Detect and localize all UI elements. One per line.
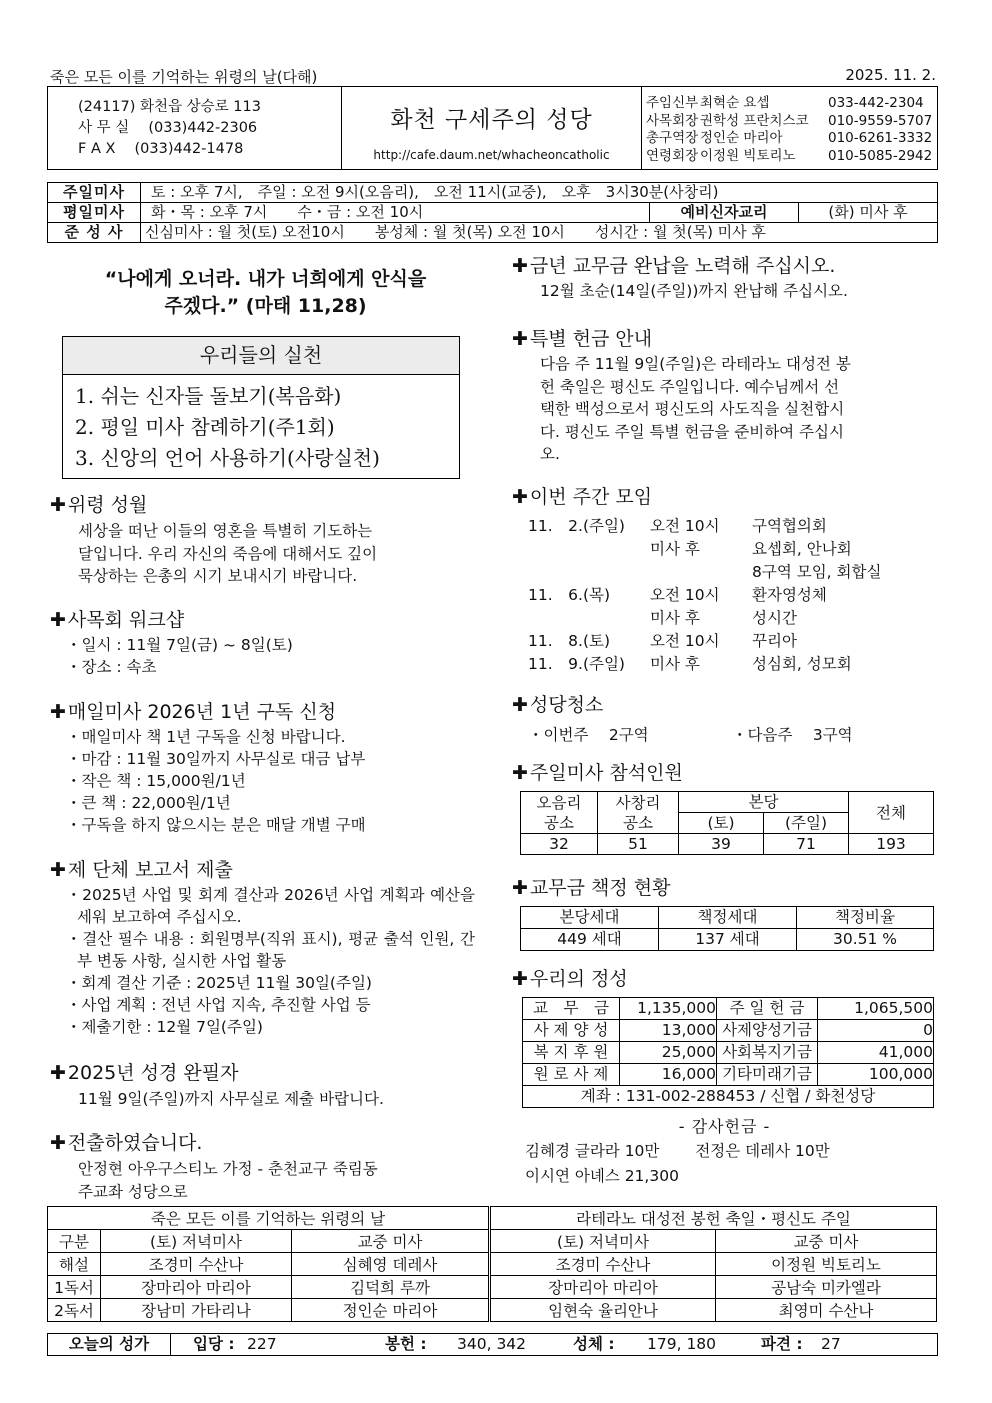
table-row: 2독서 장남미 가타리나 정인순 마리아 임현숙 율리안나 최영미 수산나 — [48, 1299, 937, 1322]
sacrament-row — [48, 223, 937, 242]
cross-icon: ✚ — [50, 859, 66, 881]
weekday-mass-times: 화・목 : 오후 7시 수・금 : 오전 10시 — [151, 203, 424, 221]
cafe-url[interactable]: http://cafe.daum.net/whacheoncatholic — [373, 148, 610, 162]
table-row: 미사 후 요셉회, 안나회 — [650, 540, 852, 558]
left-feast-title: 죽은 모든 이를 기억하는 위령의 날 — [48, 1207, 490, 1230]
table-header-row: 구분 (토) 저녁미사 교중 미사 (토) 저녁미사 교중 미사 — [48, 1230, 937, 1253]
dues-table: 본당세대 책정세대 책정비율 449 세대 137 세대 30.51 % — [520, 906, 934, 951]
section-dues-status — [512, 873, 937, 951]
bulletin-date: 2025. 11. 2. — [845, 66, 936, 84]
contact-row — [646, 130, 933, 148]
contact-row — [646, 95, 933, 113]
section-list: ・일시 : 11월 7일(금) ~ 8일(토) ・장소 : 속초 — [66, 636, 293, 676]
cleaning-row — [512, 723, 937, 745]
offertory-label: 봉헌 : — [385, 1335, 427, 1353]
section-body: 다음 주 11월 9일(주일)은 라테라노 대성전 봉 헌 축일은 평신도 주일입니다. 예수님께서 선 택한 백성으로서 평신도의 사도직을 실천합시 다. 평신도 주일 특별 헌금을 준비하여 주십시 오. — [540, 355, 851, 463]
mass-schedule — [47, 182, 938, 243]
thanks-title: - 감사헌금 - — [678, 1117, 771, 1136]
next-week-cleaning: ・다음주 3구역 — [732, 726, 853, 744]
entrance-hymn: 227 — [247, 1335, 277, 1353]
table-row: 교 무 금 1,135,000 주 일 헌 금 1,065,500 — [523, 998, 934, 1020]
this-week-cleaning: ・이번주 2구역 — [528, 726, 649, 744]
contact-role: 연령회장 — [646, 147, 699, 164]
table-row: 사 제 양 성 13,000 사제양성기금 0 — [523, 1020, 934, 1042]
title-block — [342, 87, 642, 169]
cross-icon: ✚ — [50, 609, 66, 631]
cross-icon: ✚ — [50, 1062, 66, 1084]
header-box — [47, 86, 938, 170]
sacrament-times: 신심미사 : 월 첫(토) 오전10시 봉성체 : 월 첫(목) 오전 10시 성시간 : 월 첫(목) 미사 후 — [145, 223, 766, 241]
practice-item: 3. 신앙의 언어 사용하기(사랑실천) — [75, 446, 380, 470]
cross-icon: ✚ — [512, 762, 528, 784]
practice-item: 2. 평일 미사 참례하기(주1회) — [75, 415, 335, 439]
communion-label: 성체 : — [573, 1335, 615, 1353]
address-line: (24117) 화천읍 상승로 113 — [78, 99, 261, 115]
readers-table — [47, 1206, 937, 1322]
contact-phone: 010-5085-2942 — [828, 147, 933, 164]
weekday-mass-label: 평일미사 — [48, 203, 141, 222]
section-title: ✚ 이번 주간 모임 — [512, 486, 653, 508]
offerings-table — [522, 997, 934, 1108]
contact-phone: 010-9559-5707 — [828, 112, 933, 129]
section-reports — [50, 855, 475, 1038]
day-subtitle: 죽은 모든 이를 기억하는 위령의 날(다해) — [50, 68, 318, 86]
section-month-of-souls — [50, 490, 475, 588]
contacts-block — [642, 87, 937, 169]
catechumen-time: (화) 미사 후 — [828, 203, 908, 221]
cross-icon: ✚ — [512, 255, 528, 277]
thanks-line: 김혜경 글라라 10만 전정은 데레사 10만 — [525, 1142, 830, 1160]
address-block — [48, 87, 342, 169]
attendance-table: 오음리 공소 사창리 공소 본당 전체 (토) (주일) 32 51 39 71 193 — [520, 791, 934, 855]
recessional-hymn: 27 — [821, 1335, 841, 1353]
practice-list — [63, 375, 459, 478]
section-title: ✚ 전출하였습니다. — [50, 1132, 203, 1154]
contact-name: 정인순 마리아 — [700, 130, 783, 146]
section-offerings — [512, 964, 937, 1108]
practice-title: 우리들의 실천 — [63, 337, 459, 375]
contact-row — [646, 148, 933, 166]
thanks-line: 이시연 아녜스 21,300 — [525, 1167, 679, 1185]
section-body: 12월 초순(14일(주일))까지 완납해 주십시오. — [540, 282, 848, 300]
right-feast-title: 라테라노 대성전 봉헌 축일・평신도 주일 — [490, 1207, 937, 1230]
fax: F A X (033)442-1478 — [78, 141, 244, 157]
table-row: 미사 후 성시간 — [650, 609, 797, 627]
contact-role: 사목회장 — [646, 112, 699, 129]
section-body: 안정현 아우구스티노 가정 - 춘천교구 죽림동 주교좌 성당으로 — [78, 1160, 378, 1201]
section-daily-missal — [50, 697, 475, 836]
section-list: ・매일미사 책 1년 구독을 신청 바랍니다. ・마감 : 11월 30일까지 사무실로 대금 납부 ・작은 책 : 15,000원/1년 ・큰 책 : 22,000원/1년 ・구독을 하지 않으시는 분은 매달 개별 구매 — [66, 728, 366, 834]
office-phone: 사 무 실 (033)442-2306 — [78, 120, 258, 136]
section-transfer — [50, 1128, 475, 1203]
section-title: ✚ 교무금 책정 현황 — [512, 877, 671, 899]
catechumen-label: 예비신자교리 — [649, 203, 799, 222]
contact-name: 이정원 빅토리노 — [700, 147, 796, 164]
section-title: ✚ 특별 헌금 안내 — [512, 328, 653, 350]
sunday-mass-times: 토 : 오후 7시, 주일 : 오전 9시(오음리), 오전 11시(교중), 오후 3시30분(사창리) — [151, 183, 719, 201]
weekday-mass-row — [48, 203, 937, 223]
section-title: ✚ 2025년 성경 완필자 — [50, 1062, 239, 1084]
thanks-offering — [512, 1117, 937, 1187]
recessional-label: 파견 : — [761, 1335, 803, 1353]
table-row: 11. 9.(주일) 미사 후 성심회, 성모회 — [528, 655, 852, 673]
section-title: ✚ 사목회 워크샵 — [50, 609, 185, 631]
entrance-label: 입당 : — [193, 1335, 235, 1353]
section-title: ✚ 성당청소 — [512, 694, 604, 716]
hymns-label: 오늘의 성가 — [48, 1334, 171, 1355]
contact-name: 권학성 프란치스코 — [700, 112, 809, 129]
account-info: 계좌 : 131-002-288453 / 신협 / 화천성당 — [523, 1086, 934, 1108]
table-row: 1독서 장마리아 마리아 김덕희 루까 장마리아 마리아 공남숙 미카엘라 — [48, 1276, 937, 1299]
cross-icon: ✚ — [512, 877, 528, 899]
section-list: ・2025년 사업 및 회계 결산과 2026년 사업 계획과 예산을 세워 보고하여 주십시오. ・결산 필수 내용 : 회원명부(직위 표시), 평균 출석 인원, 간부 변동 사항, 실시한 사업 활동 ・회계 결산 기준 : 2025년 11월 30일(주일) ・사업 계획 : 전년 사업 지속, 추진할 사업 등 ・제출기한 : 12월 7일(주일) — [66, 886, 475, 1036]
cross-icon: ✚ — [512, 328, 528, 350]
cross-icon: ✚ — [50, 494, 66, 516]
table-row: 원 로 사 제 16,000 기타미래기금 100,000 — [523, 1064, 934, 1086]
hymns-bar — [47, 1333, 938, 1356]
table-row: 11. 2.(주일) 오전 10시 구역협의회 — [528, 517, 827, 535]
section-attendance — [512, 758, 937, 855]
contact-role: 주임신부 — [646, 95, 699, 111]
practice-box — [62, 336, 460, 479]
quote-line: 주겠다.” (마태 11,28) — [164, 295, 367, 317]
top-line — [50, 66, 936, 87]
table-row: 11. 6.(목) 오전 10시 환자영성체 — [528, 586, 827, 604]
section-dues — [512, 251, 937, 303]
section-body: 세상을 떠난 이들의 영혼을 특별히 기도하는 달입니다. 우리 자신의 죽음에 대해서도 깊이 묵상하는 은총의 시기 보내시기 바랍니다. — [78, 522, 378, 585]
section-workshop — [50, 605, 475, 678]
sunday-mass-label: 주일미사 — [48, 183, 141, 202]
section-title: ✚ 매일미사 2026년 1년 구독 신청 — [50, 701, 337, 723]
table-row: 8구역 모임, 회합실 — [752, 563, 882, 581]
section-title: ✚ 제 단체 보고서 제출 — [50, 859, 233, 881]
sacrament-label: 준 성 사 — [48, 223, 141, 242]
cross-icon: ✚ — [50, 1132, 66, 1154]
contact-row — [646, 113, 933, 131]
section-title: ✚ 위령 성월 — [50, 494, 148, 516]
contact-role: 총구역장 — [646, 130, 699, 146]
scripture-quote — [68, 266, 463, 320]
meetings-table — [528, 515, 881, 676]
section-meetings — [512, 482, 937, 676]
section-bible-copy — [50, 1058, 475, 1111]
offertory-hymn: 340, 342 — [457, 1335, 527, 1353]
section-cleaning — [512, 690, 937, 745]
cross-icon: ✚ — [512, 694, 528, 716]
contact-name: 최혁순 요셉 — [700, 95, 770, 111]
table-row: 11. 8.(토) 오전 10시 꾸리아 — [528, 632, 797, 650]
table-row: 449 세대 137 세대 30.51 % — [521, 929, 934, 951]
table-row: 32 51 39 71 193 — [521, 834, 934, 855]
communion-hymn: 179, 180 — [647, 1335, 717, 1353]
table-row: 복 지 후 원 25,000 사회복지기금 41,000 — [523, 1042, 934, 1064]
table-row: 해설 조경미 수산나 심혜영 데레사 조경미 수산나 이정원 빅토리노 — [48, 1253, 937, 1276]
cross-icon: ✚ — [512, 486, 528, 508]
sunday-mass-row — [48, 183, 937, 203]
section-title: ✚ 금년 교무금 완납을 노력해 주십시오. — [512, 255, 836, 277]
cross-icon: ✚ — [50, 701, 66, 723]
cross-icon: ✚ — [512, 968, 528, 990]
church-name: 화천 구세주의 성당 — [390, 107, 593, 133]
section-title: ✚ 주일미사 참석인원 — [512, 762, 683, 784]
quote-line: “나에게 오너라. 내가 너희에게 안식을 — [104, 268, 427, 290]
section-body: 11월 9일(주일)까지 사무실로 제출 바랍니다. — [78, 1090, 384, 1108]
contact-phone: 033-442-2304 — [828, 95, 924, 111]
practice-item: 1. 쉬는 신자들 돌보기(복음화) — [75, 384, 342, 408]
section-title: ✚ 우리의 정성 — [512, 968, 628, 990]
contact-phone: 010-6261-3332 — [828, 130, 933, 146]
section-special-offering — [512, 324, 937, 466]
